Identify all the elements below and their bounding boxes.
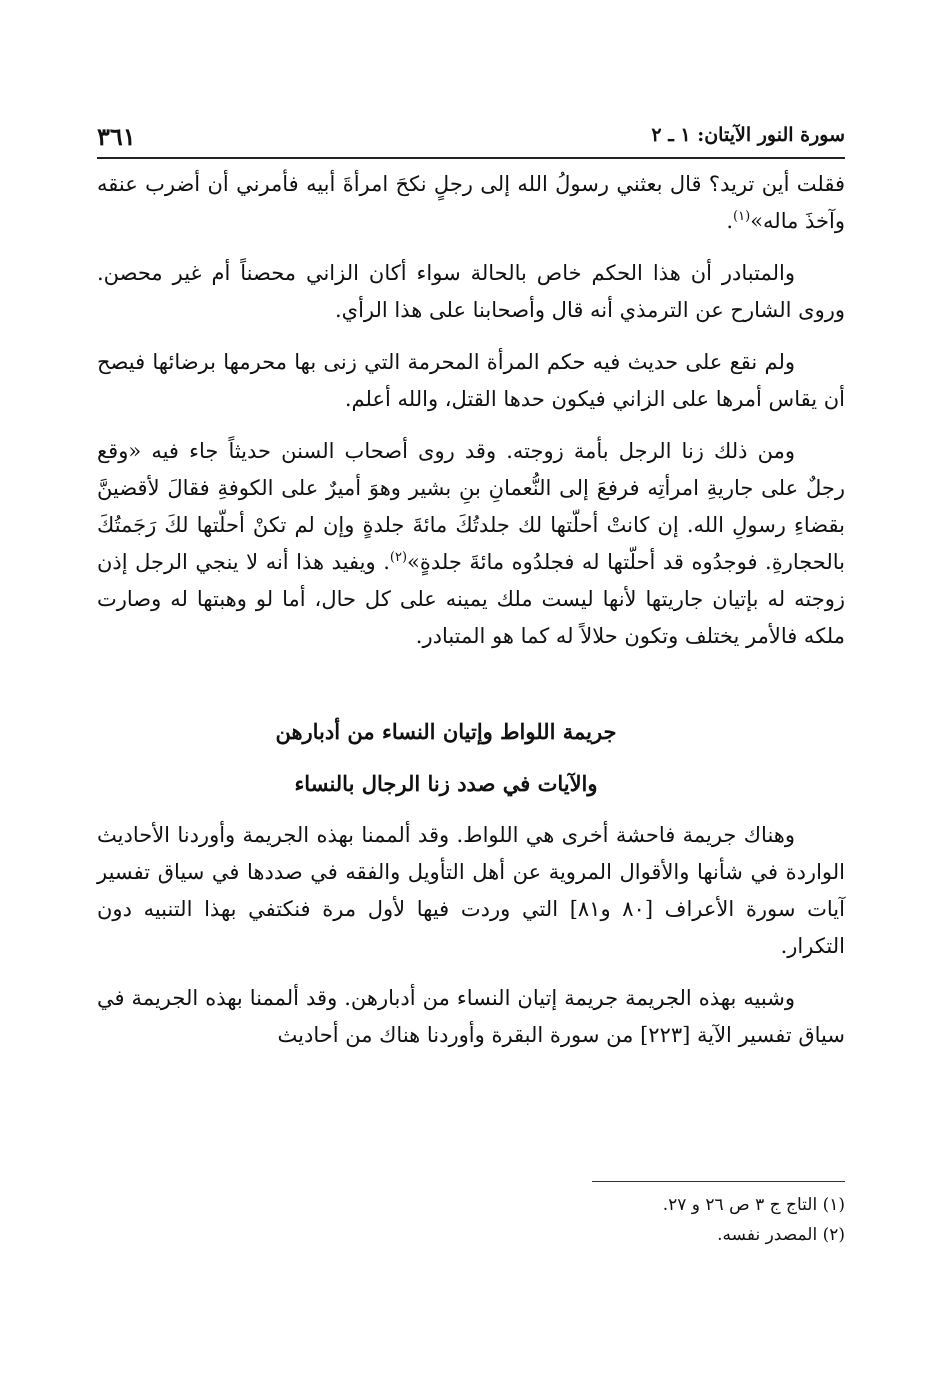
- page-header: [97, 118, 845, 156]
- page-number: ٣٦١: [97, 122, 136, 151]
- paragraph: ولم نقع على حديث فيه حكم المرأة المحرمة التي زنى بها محرمها برضائها فيصح أن يقاس أمرها على الزاني فيكون حدها القتل، والله أعلم.: [97, 350, 845, 411]
- footnote-ref: (١): [733, 209, 751, 224]
- section-heading: [97, 713, 845, 802]
- heading-line: والآيات في صدد زنا الرجال بالنساء: [294, 771, 598, 796]
- footnote: (٢) المصدر نفسه.: [717, 1225, 845, 1245]
- footnote-ref: (٢): [389, 550, 408, 565]
- main-text: [97, 166, 845, 1069]
- footnote-divider: [592, 1181, 845, 1182]
- running-title: سورة النور الآيتان: ١ ـ ٢: [651, 124, 845, 146]
- footnote: (١) التاج ج ٣ ص ٢٦ و ٢٧.: [662, 1195, 845, 1215]
- paragraph: والمتبادر أن هذا الحكم خاص بالحالة سواء أكان الزاني محصناً أم غير محصن. وروى الشارح عن الترمذي أنه قال وأصحابنا على هذا الرأي.: [97, 261, 845, 322]
- paragraph: وشبيه بهذه الجريمة جريمة إتيان النساء من أدبارهن. وقد ألممنا بهذه الجريمة في سياق تفسير الآية [٢٢٣] من سورة البقرة وأوردنا هناك من أحاديث: [97, 986, 845, 1047]
- heading-line: جريمة اللواط وإتيان النساء من أدبارهن: [275, 719, 617, 744]
- paragraph: فقلت أين تريد؟ قال بعثني رسولُ الله إلى رجلٍ نكحَ امرأةَ أبيه فأمرني أن أضرب عنقه وآخذَ ماله»$^{(١)}$.: [97, 172, 845, 233]
- paragraph: وهناك جريمة فاحشة أخرى هي اللواط. وقد ألممنا بهذه الجريمة وأوردنا الأحاديث الواردة في شأنها والأقوال المروية عن أهل التأويل والفقه في صددها في سياق تفسير آيات سورة الأعراف [٨٠ و٨١] التي وردت فيها لأول مرة فنكتفي بهذا التنبيه دون التكرار.: [97, 823, 845, 958]
- footnotes: [97, 1190, 845, 1250]
- paragraph: ومن ذلك زنا الرجل بأمة زوجته. وقد روى أصحاب السنن حديثاً جاء فيه «وقع رجلٌ على جاريةِ امرأتِه فرفعَ إلى النُّعمانِ بنِ بشير وهوَ أميرٌ على الكوفةِ فقالَ لأقضينَّ بقضاءِ رسولِ الله. إن كانتْ أحلّتها لك جلدتُكَ مائةَ جلدةٍ وإن لم تكنْ أحلّتها لكَ رَجَمتُكَ بالحجارةِ. فوجدُوه قد أحلّتها له فجلدُوه مائةَ جلدةٍ»$^{(٢)}$. ويفيد هذا أنه لا ينجي الرجل إذن زوجته له بإتيان جاريتها لأنها ليست ملك يمينه على كل حال، أما لو وهبتها له وصارت ملكه فالأمر يختلف وتكون حلالاً له كما هو المتبادر.: [97, 439, 845, 648]
- header-divider: [97, 157, 845, 159]
